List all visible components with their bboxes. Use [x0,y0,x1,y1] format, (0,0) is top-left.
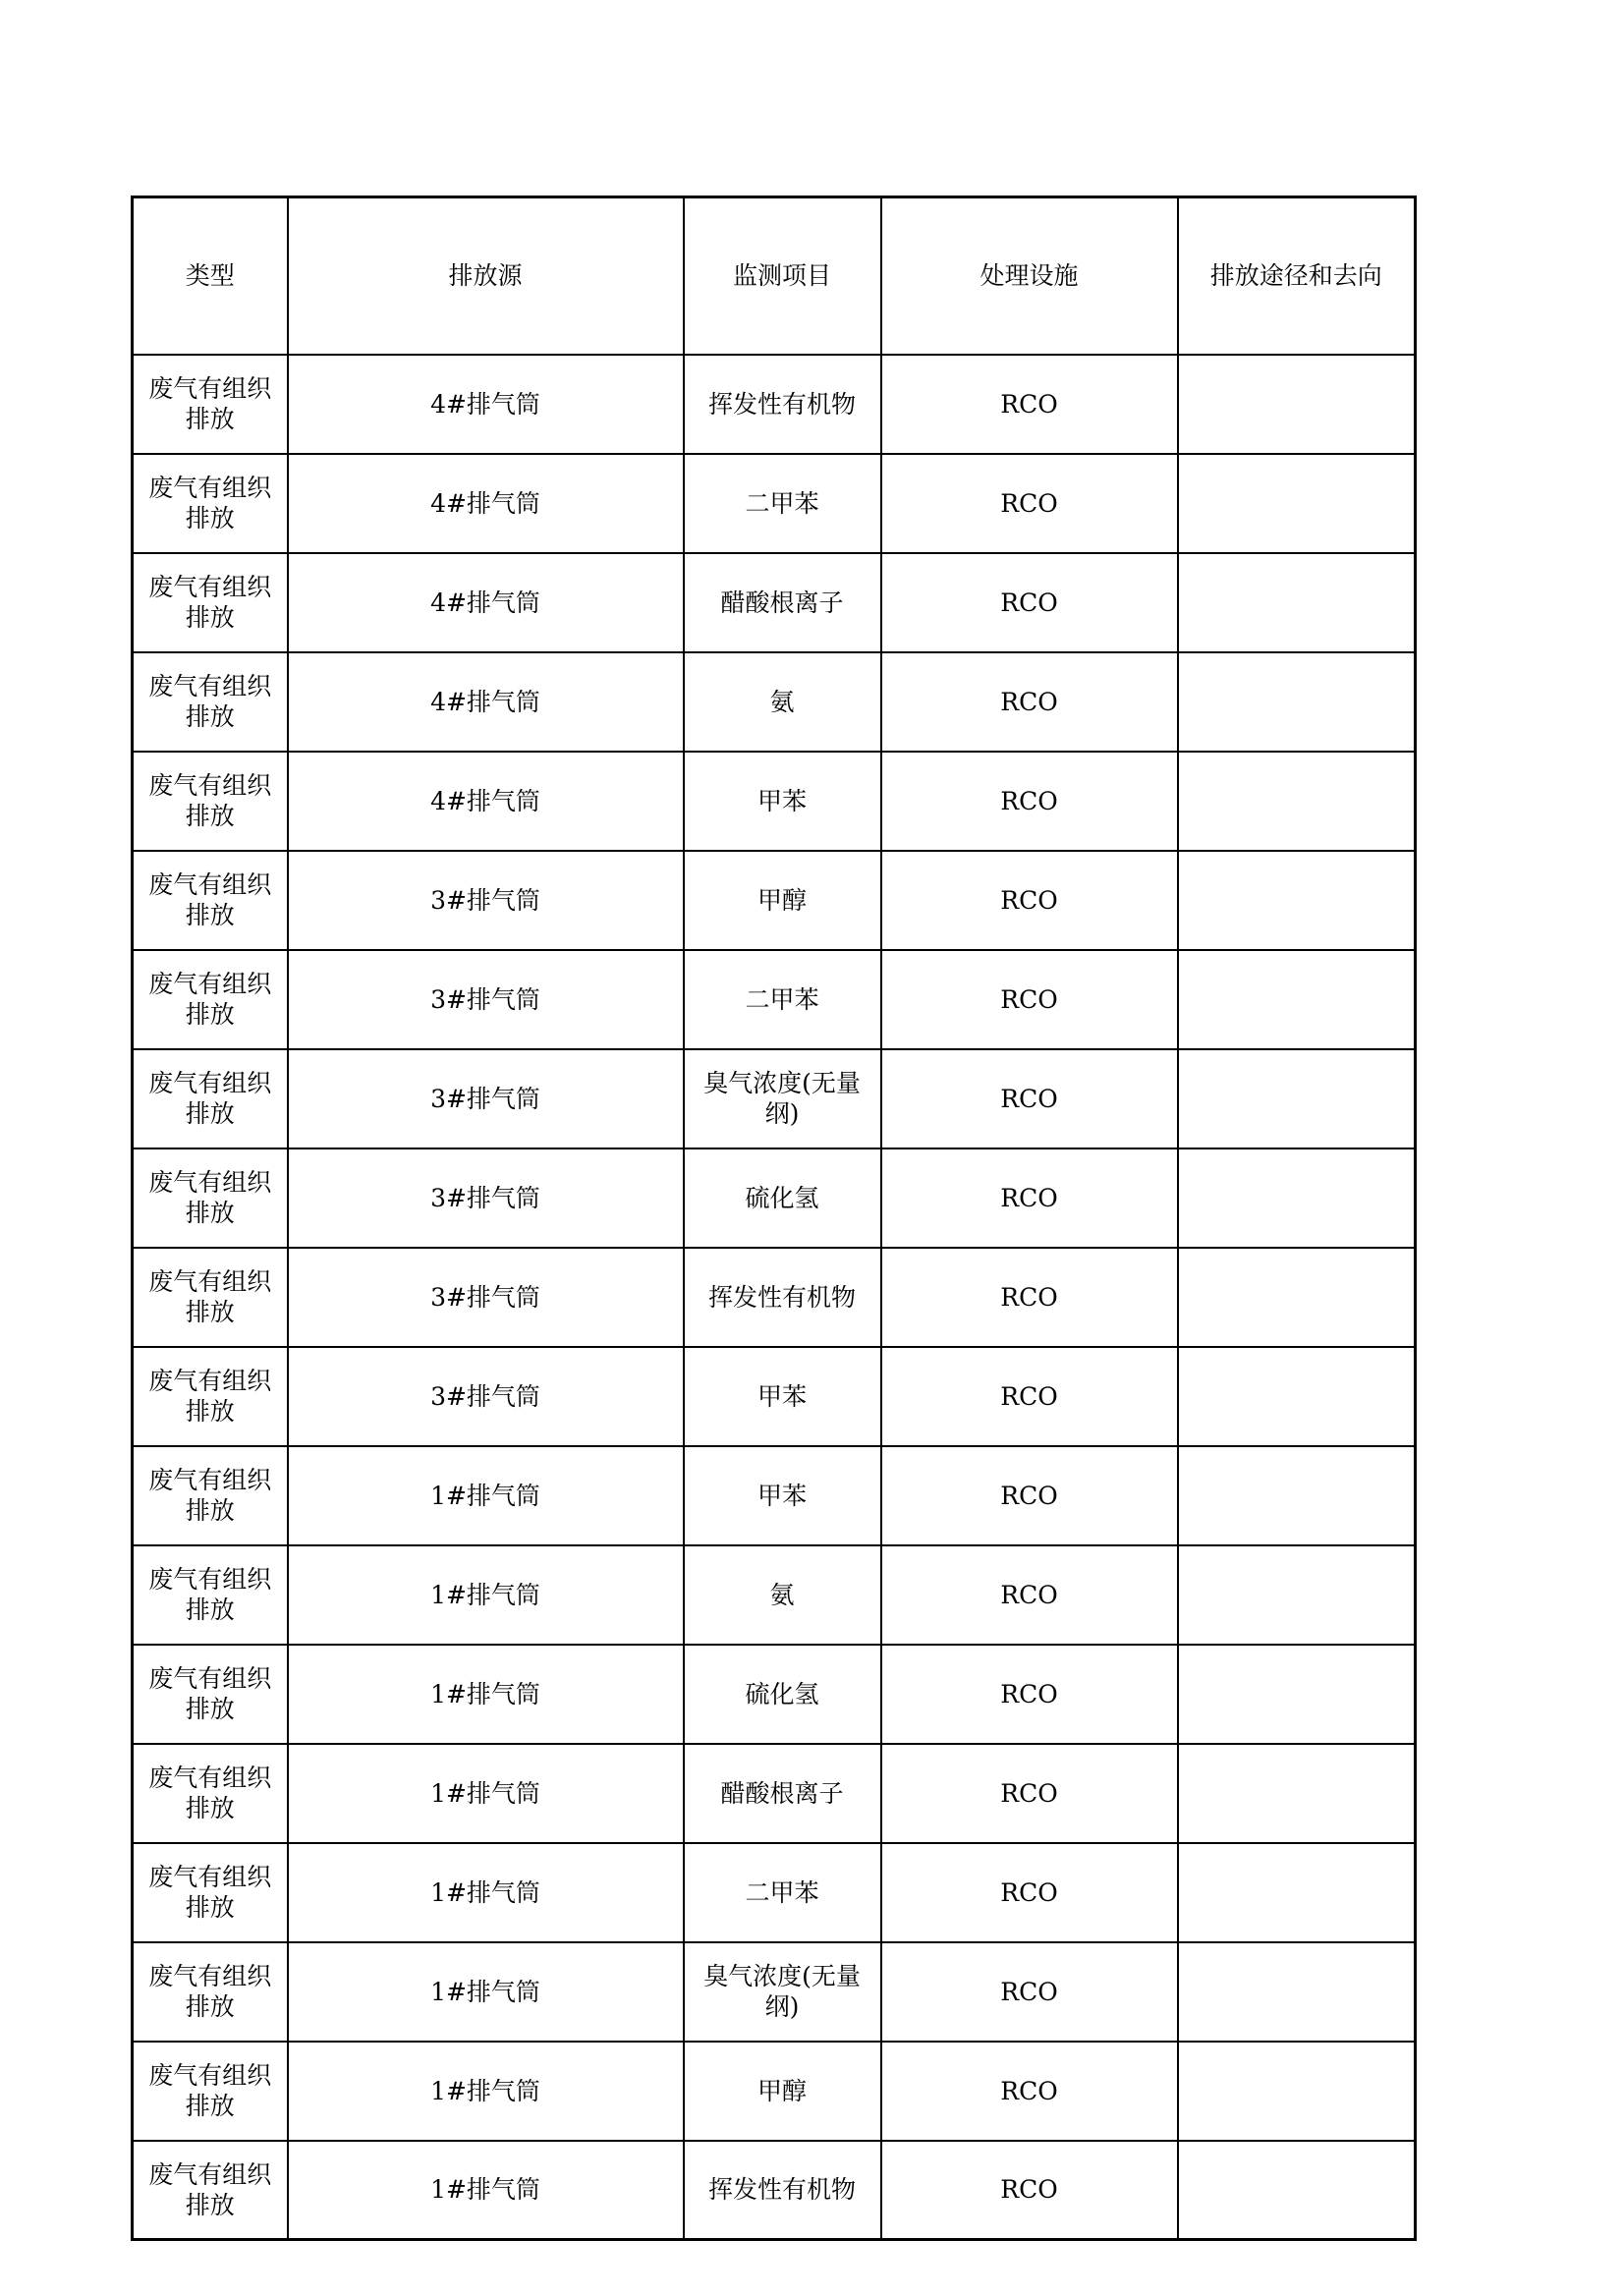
header-source: 排放源 [288,197,684,355]
cell-item: 二甲苯 [684,1843,881,1942]
header-type: 类型 [133,197,288,355]
cell-route [1178,1248,1416,1347]
cell-item: 挥发性有机物 [684,355,881,454]
table-row [133,2042,1416,2141]
cell-type: 废气有组织排放 [133,652,288,752]
cell-type: 废气有组织排放 [133,2141,288,2240]
cell-treatment: RCO [881,851,1178,950]
cell-source: 3#排气筒 [288,851,684,950]
cell-source: 1#排气筒 [288,1545,684,1645]
cell-item: 硫化氢 [684,1148,881,1248]
cell-type: 废气有组织排放 [133,1942,288,2042]
cell-treatment: RCO [881,1744,1178,1843]
cell-item: 醋酸根离子 [684,1744,881,1843]
cell-route [1178,2141,1416,2240]
table-row [133,1645,1416,1744]
cell-source: 1#排气筒 [288,1942,684,2042]
table-row [133,1843,1416,1942]
table-row [133,2141,1416,2240]
cell-source: 3#排气筒 [288,1049,684,1148]
cell-route [1178,1942,1416,2042]
table-header [133,197,1416,355]
cell-item: 二甲苯 [684,454,881,553]
cell-treatment: RCO [881,2042,1178,2141]
cell-type: 废气有组织排放 [133,553,288,652]
cell-type: 废气有组织排放 [133,2042,288,2141]
cell-treatment: RCO [881,752,1178,851]
cell-item: 甲苯 [684,1347,881,1446]
cell-treatment: RCO [881,2141,1178,2240]
table-row [133,1446,1416,1545]
cell-route [1178,553,1416,652]
cell-treatment: RCO [881,1148,1178,1248]
cell-route [1178,1049,1416,1148]
cell-route [1178,652,1416,752]
cell-treatment: RCO [881,1347,1178,1446]
cell-route [1178,355,1416,454]
cell-item: 甲醇 [684,851,881,950]
cell-type: 废气有组织排放 [133,950,288,1049]
cell-source: 4#排气筒 [288,752,684,851]
cell-route [1178,1744,1416,1843]
cell-type: 废气有组织排放 [133,1148,288,1248]
cell-type: 废气有组织排放 [133,1049,288,1148]
cell-source: 4#排气筒 [288,553,684,652]
cell-item: 甲醇 [684,2042,881,2141]
cell-item: 臭气浓度(无量纲) [684,1942,881,2042]
cell-treatment: RCO [881,950,1178,1049]
table-row [133,355,1416,454]
cell-treatment: RCO [881,1942,1178,2042]
cell-item: 二甲苯 [684,950,881,1049]
cell-route [1178,851,1416,950]
cell-route [1178,752,1416,851]
cell-source: 3#排气筒 [288,1148,684,1248]
cell-item: 臭气浓度(无量纲) [684,1049,881,1148]
cell-type: 废气有组织排放 [133,1744,288,1843]
emission-monitoring-table [131,196,1417,2241]
table-row [133,851,1416,950]
cell-route [1178,454,1416,553]
cell-type: 废气有组织排放 [133,454,288,553]
cell-item: 甲苯 [684,752,881,851]
cell-route [1178,1843,1416,1942]
cell-type: 废气有组织排放 [133,355,288,454]
cell-item: 挥发性有机物 [684,1248,881,1347]
cell-treatment: RCO [881,1049,1178,1148]
table-row [133,1347,1416,1446]
table-row [133,454,1416,553]
cell-item: 硫化氢 [684,1645,881,1744]
cell-type: 废气有组织排放 [133,1248,288,1347]
cell-treatment: RCO [881,1843,1178,1942]
cell-treatment: RCO [881,355,1178,454]
cell-route [1178,1148,1416,1248]
cell-source: 3#排气筒 [288,950,684,1049]
cell-source: 1#排气筒 [288,1446,684,1545]
cell-treatment: RCO [881,454,1178,553]
header-treatment: 处理设施 [881,197,1178,355]
table-row [133,1148,1416,1248]
table-row [133,1545,1416,1645]
table-row [133,1744,1416,1843]
cell-route [1178,2042,1416,2141]
cell-source: 1#排气筒 [288,1645,684,1744]
header-item: 监测项目 [684,197,881,355]
cell-source: 3#排气筒 [288,1347,684,1446]
cell-route [1178,1347,1416,1446]
cell-type: 废气有组织排放 [133,752,288,851]
cell-type: 废气有组织排放 [133,1446,288,1545]
cell-route [1178,950,1416,1049]
cell-item: 氨 [684,1545,881,1645]
cell-source: 4#排气筒 [288,652,684,752]
cell-type: 废气有组织排放 [133,1843,288,1942]
cell-item: 醋酸根离子 [684,553,881,652]
cell-treatment: RCO [881,1545,1178,1645]
cell-source: 4#排气筒 [288,355,684,454]
cell-route [1178,1446,1416,1545]
cell-type: 废气有组织排放 [133,1545,288,1645]
header-route: 排放途径和去向 [1178,197,1416,355]
cell-item: 甲苯 [684,1446,881,1545]
table-row [133,553,1416,652]
cell-treatment: RCO [881,1248,1178,1347]
table-row [133,752,1416,851]
cell-type: 废气有组织排放 [133,1347,288,1446]
header-row [133,197,1416,355]
cell-source: 3#排气筒 [288,1248,684,1347]
table-row [133,1049,1416,1148]
cell-treatment: RCO [881,1446,1178,1545]
cell-item: 氨 [684,652,881,752]
table-row [133,652,1416,752]
cell-source: 1#排气筒 [288,1843,684,1942]
table-row [133,1248,1416,1347]
cell-treatment: RCO [881,1645,1178,1744]
cell-type: 废气有组织排放 [133,1645,288,1744]
cell-type: 废气有组织排放 [133,851,288,950]
cell-source: 1#排气筒 [288,1744,684,1843]
cell-source: 4#排气筒 [288,454,684,553]
cell-source: 1#排气筒 [288,2141,684,2240]
table-row [133,1942,1416,2042]
cell-treatment: RCO [881,652,1178,752]
table-row [133,950,1416,1049]
table-body [133,355,1416,2240]
cell-source: 1#排气筒 [288,2042,684,2141]
cell-route [1178,1545,1416,1645]
cell-treatment: RCO [881,553,1178,652]
cell-item: 挥发性有机物 [684,2141,881,2240]
cell-route [1178,1645,1416,1744]
